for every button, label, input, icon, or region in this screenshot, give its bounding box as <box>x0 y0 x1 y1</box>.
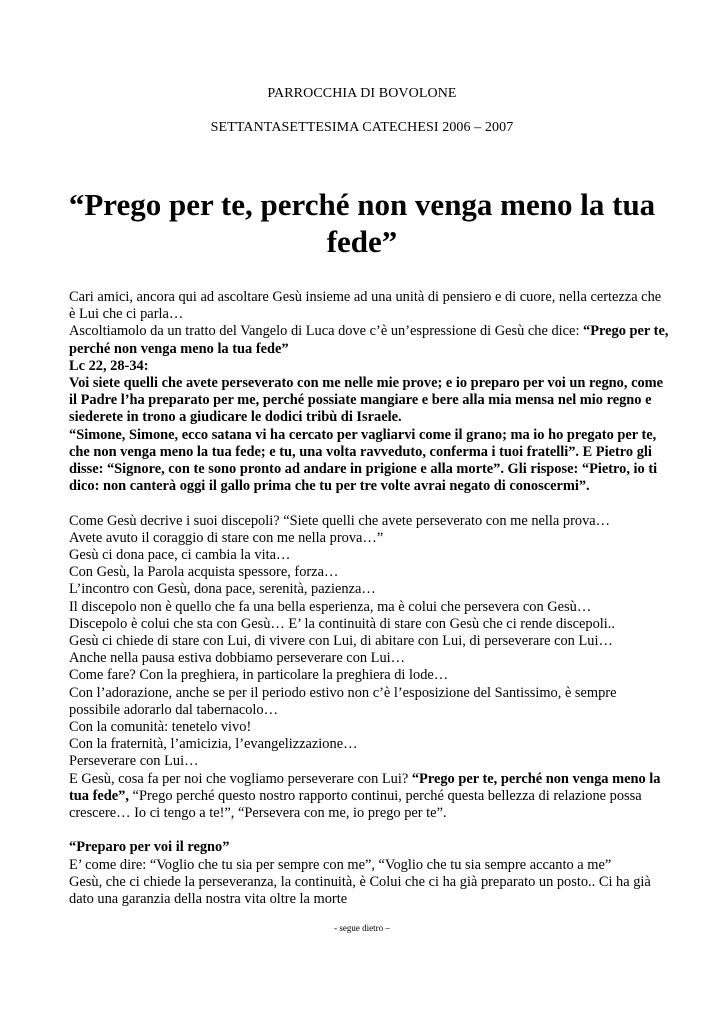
body-line: Con l’adorazione, anche se per il periodo estivo non c’è l’esposizione del Santissimo, è sempre possibile adorarlo dal tabernacolo… <box>69 684 617 718</box>
body-line: Come fare? Con la preghiera, in particolare la preghiera di lode… <box>69 667 449 684</box>
body-line: Il discepolo non è quello che fa una bella esperienza, ma è colui che persevera con Gesù… <box>69 598 592 615</box>
paragraph-spacer <box>69 495 669 512</box>
section-line-2: Gesù, che ci chiede la perseveranza, la continuità, è Colui che ci ha già preparato un posto.. Ci ha già dato una garanzia della nostra vita oltre la morte <box>69 873 651 908</box>
footer-note: - segue dietro – <box>334 923 390 933</box>
body-line: Gesù ci chiede di stare con Lui, di vivere con Lui, di abitare con Lui, di perseverare con Lui… <box>69 633 613 650</box>
body-line: Come Gesù decrive i suoi discepoli? “Siete quelli che avete perseverato con me nella prova… <box>69 512 611 529</box>
gospel-intro-paragraph <box>69 323 669 357</box>
section-line-1: E’ come dire: “Voglio che tu sia per sempre con me”, “Voglio che tu sia sempre accanto a me” <box>69 856 612 873</box>
body-line: Gesù ci dona pace, ci cambia la vita… <box>69 547 291 564</box>
document-body <box>69 289 669 908</box>
scripture-verse-2: “Simone, Simone, ecco satana vi ha cercato per vagliarvi come il grano; ma io ho pregato per te, che non venga meno la tua fede; e tu, una volta ravveduto, conferma i tuoi fratelli”. E Pietro gli disse: “Signore, con te sono pronto ad andare in prigione e alla morte”. Gli rispose: “Pietro, io ti dico: non canterà oggi il gallo prima che tu per tre volte avrai negato di conoscermi”. <box>69 426 658 495</box>
body-line: Con la fraternità, l’amicizia, l’evangelizzazione… <box>69 736 358 753</box>
closing-paragraph <box>69 771 669 823</box>
closing-quote: “Prego per te, perché non venga meno la tua fede”, <box>69 770 661 804</box>
body-line: L’incontro con Gesù, dona pace, serenità, pazienza… <box>69 581 376 598</box>
scripture-verse-1: Voi siete quelli che avete perseverato con me nelle mie prove; e io preparo per voi un regno, come il Padre l’ha preparato per me, perché possiate mangiare e bere alla mia mensa nel mio regno e siederete in trono a giudicare le dodici tribù di Israele. <box>69 375 664 426</box>
scripture-reference: Lc 22, 28-34: <box>69 357 149 374</box>
body-line: Anche nella pausa estiva dobbiamo perseverare con Lui… <box>69 650 406 667</box>
body-line: Discepolo è colui che sta con Gesù… E’ la continuità di stare con Gesù che ci rende discepoli.. <box>69 615 615 632</box>
section-heading: “Preparo per voi il regno” <box>69 839 230 856</box>
closing-rest: “Prego perché questo nostro rapporto continui, perché questa bellezza di relazione possa crescere… Io ci tengo a te!”, “Persevera con me, io prego per te”. <box>69 787 642 822</box>
gospel-intro-text: Ascoltiamolo da un tratto del Vangelo di Luca dove c’è un’espressione di Gesù che dice: <box>69 323 584 340</box>
parish-name: PARROCCHIA DI BOVOLONE <box>267 86 457 101</box>
catechesis-subtitle: SETTANTASETTESIMA CATECHESI 2006 – 2007 <box>210 120 514 135</box>
body-line: Con la comunità: tenetelo vivo! <box>69 719 252 736</box>
body-line: Con Gesù, la Parola acquista spessore, forza… <box>69 564 339 581</box>
closing-lead: E Gesù, cosa fa per noi che vogliamo perseverare con Lui? <box>69 770 412 787</box>
body-line: Avete avuto il coraggio di stare con me nella prova…” <box>69 529 384 546</box>
paragraph-spacer <box>69 822 669 839</box>
gospel-intro-quote: “Prego per te, perché non venga meno la tua fede” <box>69 323 669 357</box>
intro-paragraph: Cari amici, ancora qui ad ascoltare Gesù insieme ad una unità di pensiero e di cuore, nella certezza che è Lui che ci parla… <box>69 289 662 323</box>
body-line: Perseverare con Lui… <box>69 753 199 770</box>
page-title: “Prego per te, perché non venga meno la tua fede” <box>68 187 656 259</box>
